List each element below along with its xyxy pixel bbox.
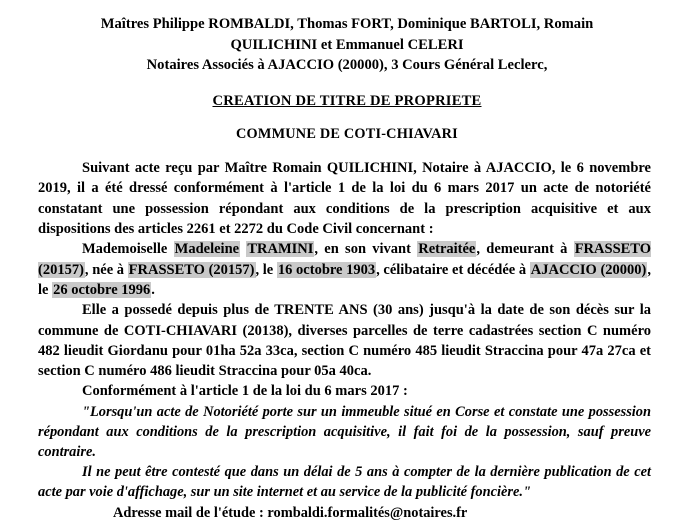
person-lastname: TRAMINI	[247, 241, 314, 258]
paragraph-person-identity	[38, 239, 651, 300]
person-residence: FRASSETO (20157)	[38, 241, 651, 278]
letterhead	[38, 14, 670, 76]
person-sep-2: , en son vivant	[314, 241, 418, 258]
paragraph-deed-reference: Suivant acte reçu par Maître Romain QUILICHINI, Notaire à AJACCIO, le 6 novembre 2019, il a été dressé conformément à l'article 1 de la loi du 6 mars 2017 un acte de notoriété constatant une possession répondant aux conditions de la prescription acquisitive et aux dispositions des articles 2261 et 2272 du Code Civil concernant :	[38, 160, 651, 238]
person-birthdate: 16 octobre 1903	[277, 261, 376, 278]
person-sep-8: .	[151, 281, 155, 298]
person-sep-5: , le	[255, 261, 277, 278]
letterhead-line-3: Notaires Associés à AJACCIO (20000), 3 Cours Général Leclerc,	[146, 57, 548, 74]
person-sep-6: , célibataire et décédée à	[376, 261, 530, 278]
person-firstname: Madeleine	[174, 241, 240, 258]
quote-paragraph-1: "Lorsqu'un acte de Notoriété porte sur un immeuble situé en Corse et constate une possession répondant aux conditions de la prescription acquisitive, il fait foi de la possession, sauf preuve contraire.	[38, 403, 651, 461]
person-prefix: Mademoiselle	[82, 241, 174, 258]
person-deathdate: 26 octobre 1996	[53, 281, 151, 298]
person-sep-3: , demeurant à	[476, 241, 574, 258]
email-line: Adresse mail de l'étude : rombaldi.formalités@notaires.fr	[113, 504, 468, 521]
person-sep-7: , le	[38, 261, 651, 298]
person-sep-4: , née à	[84, 261, 128, 278]
letterhead-line-1: Maîtres Philippe ROMBALDI, Thomas FORT, Dominique BARTOLI, Romain	[100, 16, 594, 32]
document-title-text: CREATION DE TITRE DE PROPRIETE	[212, 93, 482, 110]
person-deathplace: AJACCIO (20000)	[530, 261, 647, 278]
person-birthplace: FRASSETO (20157)	[128, 261, 255, 278]
paragraph-possession-parcels: Elle a possedé depuis plus de TRENTE ANS (30 ans) jusqu'à la date de son décès sur la commune de COTI-CHIAVARI (20138), diverses parcelles de terre cadastrées section C numéro 482 lieudit Giordanu pour 01ha 52a 33ca, section C numéro 485 lieudit Straccina pour 47a 27ca et section C numéro 486 lieudit Straccina pour 05a 40ca.	[38, 302, 651, 380]
paragraph-law-reference: Conformément à l'article 1 de la loi du 6 mars 2017 :	[82, 383, 408, 400]
person-occupation: Retraitée	[418, 241, 476, 258]
commune-heading: COMMUNE DE COTI-CHIAVARI	[236, 126, 458, 143]
quote-paragraph-2: Il ne peut être contesté que dans un délai de 5 ans à compter de la dernière publication de cet acte par voie d'affichage, sur un site internet et au service de la publicité foncière."	[38, 464, 651, 501]
document-body	[38, 158, 670, 523]
document-title	[38, 93, 670, 110]
letterhead-line-2: QUILICHINI et Emmanuel CELERI	[230, 36, 464, 53]
